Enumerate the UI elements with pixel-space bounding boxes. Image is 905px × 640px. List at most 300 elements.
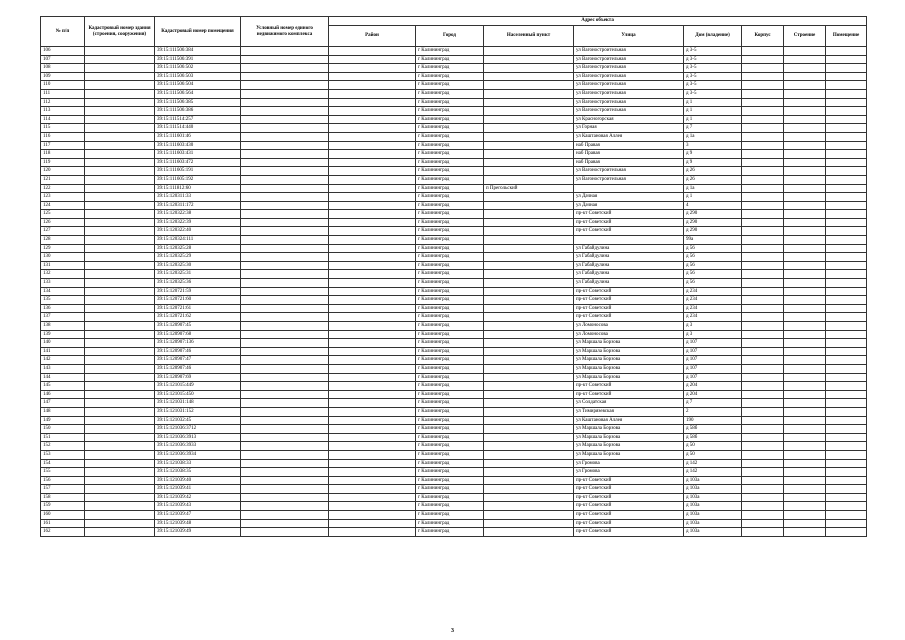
cell-house: д 234 — [684, 313, 742, 322]
cell-district — [329, 459, 416, 468]
cell-conditional-number — [241, 89, 329, 98]
cell-stroenie — [784, 416, 826, 425]
cell-district — [329, 382, 416, 391]
cell-korpus — [742, 511, 784, 520]
cell-stroenie — [784, 399, 826, 408]
cell-num: 132 — [41, 270, 85, 279]
table-row — [41, 330, 867, 339]
cell-city: г Калининград — [416, 296, 484, 305]
cell-cadastral-building — [85, 373, 155, 382]
cell-settlement — [484, 210, 574, 219]
cell-district — [329, 124, 416, 133]
cell-num: 114 — [41, 115, 85, 124]
cell-korpus — [742, 390, 784, 399]
cell-house: д 9 — [684, 150, 742, 159]
cell-district — [329, 502, 416, 511]
cell-cadastral-premises: 39:15:111514:440 — [155, 124, 241, 133]
cell-num: 128 — [41, 236, 85, 245]
cell-stroenie — [784, 425, 826, 434]
header-stroenie: Строение — [784, 26, 826, 47]
cell-district — [329, 210, 416, 219]
cell-conditional-number — [241, 322, 329, 331]
cell-house: д 103а — [684, 519, 742, 528]
cell-cadastral-premises: 39:15:120721:61 — [155, 304, 241, 313]
cell-district — [329, 244, 416, 253]
cell-num: 137 — [41, 313, 85, 322]
cell-num: 141 — [41, 347, 85, 356]
cell-cadastral-building — [85, 253, 155, 262]
table-row — [41, 270, 867, 279]
cell-cadastral-premises: 39:15:111506:385 — [155, 98, 241, 107]
cell-settlement — [484, 399, 574, 408]
cell-street: ул Маршала Борзова — [574, 364, 684, 373]
cell-street: ул Ломоносова — [574, 322, 684, 331]
cell-conditional-number — [241, 528, 329, 537]
cell-pomeshchenie — [826, 356, 867, 365]
cell-street: ул Вагоностроительная — [574, 64, 684, 73]
cell-settlement — [484, 193, 574, 202]
cell-house: д 107 — [684, 347, 742, 356]
cell-district — [329, 511, 416, 520]
cell-num: 145 — [41, 382, 85, 391]
cell-house: д 7 — [684, 399, 742, 408]
cell-house: д 234 — [684, 304, 742, 313]
cell-district — [329, 468, 416, 477]
cell-house: д 234 — [684, 287, 742, 296]
cell-conditional-number — [241, 468, 329, 477]
cell-city: г Калининград — [416, 115, 484, 124]
cell-settlement — [484, 347, 574, 356]
cell-street: пр-кт Советский — [574, 210, 684, 219]
cell-street: ул Тимирязевская — [574, 407, 684, 416]
cell-num: 138 — [41, 322, 85, 331]
cell-city: г Калининград — [416, 55, 484, 64]
cell-pomeshchenie — [826, 450, 867, 459]
cell-house: д 50 — [684, 450, 742, 459]
cell-street: пр-кт Советский — [574, 227, 684, 236]
table-row — [41, 218, 867, 227]
cell-korpus — [742, 244, 784, 253]
cell-city: г Калининград — [416, 356, 484, 365]
cell-city: г Калининград — [416, 433, 484, 442]
header-pomeshchenie: Помещение — [826, 26, 867, 47]
cell-city: г Калининград — [416, 511, 484, 520]
cell-korpus — [742, 184, 784, 193]
cell-stroenie — [784, 201, 826, 210]
cell-settlement — [484, 433, 574, 442]
cell-cadastral-building — [85, 158, 155, 167]
cell-korpus — [742, 236, 784, 245]
cell-conditional-number — [241, 416, 329, 425]
cell-cadastral-building — [85, 399, 155, 408]
cell-num: 142 — [41, 356, 85, 365]
cell-cadastral-premises: 39:15:120721:60 — [155, 296, 241, 305]
cell-district — [329, 141, 416, 150]
cell-street: пр-кт Советский — [574, 390, 684, 399]
cell-conditional-number — [241, 313, 329, 322]
table-row — [41, 450, 867, 459]
cell-district — [329, 390, 416, 399]
cell-settlement — [484, 442, 574, 451]
cell-city: г Калининград — [416, 98, 484, 107]
header-korpus: Корпус — [742, 26, 784, 47]
header-num: № п/п — [41, 17, 85, 47]
cell-cadastral-premises: 39:15:111514:257 — [155, 115, 241, 124]
cell-house: д 290 — [684, 210, 742, 219]
cell-cadastral-building — [85, 339, 155, 348]
cell-num: 134 — [41, 287, 85, 296]
table-row — [41, 442, 867, 451]
cell-korpus — [742, 364, 784, 373]
cell-stroenie — [784, 89, 826, 98]
cell-pomeshchenie — [826, 158, 867, 167]
cell-settlement — [484, 382, 574, 391]
cell-conditional-number — [241, 433, 329, 442]
cell-cadastral-premises: 39:15:120907:47 — [155, 356, 241, 365]
cell-pomeshchenie — [826, 425, 867, 434]
cell-cadastral-building — [85, 193, 155, 202]
cell-korpus — [742, 193, 784, 202]
cell-cadastral-building — [85, 382, 155, 391]
cell-cadastral-building — [85, 322, 155, 331]
cell-district — [329, 296, 416, 305]
cell-conditional-number — [241, 287, 329, 296]
cell-num: 117 — [41, 141, 85, 150]
cell-street — [574, 236, 684, 245]
cell-pomeshchenie — [826, 167, 867, 176]
cell-street: ул Вагоностроительная — [574, 98, 684, 107]
cell-cadastral-building — [85, 261, 155, 270]
cell-pomeshchenie — [826, 253, 867, 262]
cell-stroenie — [784, 433, 826, 442]
cell-city: г Калининград — [416, 244, 484, 253]
cell-city: г Калининград — [416, 425, 484, 434]
cell-stroenie — [784, 261, 826, 270]
cell-settlement — [484, 227, 574, 236]
cell-district — [329, 270, 416, 279]
cell-korpus — [742, 175, 784, 184]
cell-conditional-number — [241, 459, 329, 468]
cell-pomeshchenie — [826, 287, 867, 296]
cell-korpus — [742, 81, 784, 90]
table-row — [41, 107, 867, 116]
cell-cadastral-premises: 39:15:111603:472 — [155, 158, 241, 167]
cell-street: ул Горная — [574, 124, 684, 133]
cell-korpus — [742, 201, 784, 210]
page-number: 3 — [451, 628, 454, 634]
cell-conditional-number — [241, 270, 329, 279]
cell-pomeshchenie — [826, 511, 867, 520]
cell-cadastral-premises: 39:15:111601:46 — [155, 132, 241, 141]
cell-pomeshchenie — [826, 270, 867, 279]
cell-house: д 1а — [684, 184, 742, 193]
cell-conditional-number — [241, 193, 329, 202]
cell-house: д 234 — [684, 296, 742, 305]
cell-house: д 142 — [684, 468, 742, 477]
cell-settlement — [484, 72, 574, 81]
cell-city: г Калининград — [416, 201, 484, 210]
cell-pomeshchenie — [826, 459, 867, 468]
cell-settlement — [484, 287, 574, 296]
cell-num: 150 — [41, 425, 85, 434]
cell-num: 155 — [41, 468, 85, 477]
cell-cadastral-premises: 39:15:120907:69 — [155, 373, 241, 382]
cell-settlement — [484, 244, 574, 253]
table-row — [41, 390, 867, 399]
cell-house: д 3-5 — [684, 81, 742, 90]
cell-district — [329, 72, 416, 81]
cell-district — [329, 425, 416, 434]
cell-conditional-number — [241, 210, 329, 219]
cell-city: г Калининград — [416, 158, 484, 167]
cell-house: д 103а — [684, 528, 742, 537]
table-row — [41, 287, 867, 296]
cell-settlement — [484, 296, 574, 305]
cell-stroenie — [784, 287, 826, 296]
cell-pomeshchenie — [826, 407, 867, 416]
cell-stroenie — [784, 313, 826, 322]
cell-street: пр-кт Советский — [574, 382, 684, 391]
cell-pomeshchenie — [826, 304, 867, 313]
cell-stroenie — [784, 98, 826, 107]
cell-stroenie — [784, 330, 826, 339]
cell-street: ул Красногорская — [574, 115, 684, 124]
cell-stroenie — [784, 442, 826, 451]
cell-korpus — [742, 373, 784, 382]
cell-cadastral-premises: 39:15:120907:68 — [155, 330, 241, 339]
cell-stroenie — [784, 468, 826, 477]
cell-cadastral-building — [85, 330, 155, 339]
cell-cadastral-building — [85, 218, 155, 227]
cell-cadastral-building — [85, 416, 155, 425]
cell-stroenie — [784, 218, 826, 227]
cell-house: д 107 — [684, 339, 742, 348]
cell-settlement — [484, 201, 574, 210]
cell-house: д 1 — [684, 193, 742, 202]
table-row — [41, 158, 867, 167]
cell-cadastral-premises: 39:15:111605:192 — [155, 175, 241, 184]
cell-settlement — [484, 261, 574, 270]
cell-pomeshchenie — [826, 322, 867, 331]
cell-settlement — [484, 64, 574, 73]
table-row — [41, 356, 867, 365]
cell-city: г Калининград — [416, 493, 484, 502]
cell-korpus — [742, 253, 784, 262]
cell-conditional-number — [241, 390, 329, 399]
table-row — [41, 184, 867, 193]
cell-district — [329, 227, 416, 236]
cell-conditional-number — [241, 330, 329, 339]
cell-city: г Калининград — [416, 193, 484, 202]
cell-korpus — [742, 502, 784, 511]
cell-stroenie — [784, 476, 826, 485]
table-row — [41, 407, 867, 416]
cell-conditional-number — [241, 399, 329, 408]
cell-house: 99а — [684, 236, 742, 245]
cell-city: г Калининград — [416, 485, 484, 494]
cell-street: ул Маршала Борзова — [574, 425, 684, 434]
table-row — [41, 304, 867, 313]
cell-city: г Калининград — [416, 64, 484, 73]
cell-city: г Калининград — [416, 279, 484, 288]
cell-conditional-number — [241, 124, 329, 133]
cell-pomeshchenie — [826, 81, 867, 90]
cell-house: д 204 — [684, 390, 742, 399]
table-row — [41, 175, 867, 184]
cell-num: 149 — [41, 416, 85, 425]
table-row — [41, 373, 867, 382]
cell-street: ул Маршала Борзова — [574, 433, 684, 442]
cell-stroenie — [784, 210, 826, 219]
header-house: Дом (владение) — [684, 26, 742, 47]
cell-stroenie — [784, 244, 826, 253]
cell-street: ул Габайдулина — [574, 253, 684, 262]
cell-district — [329, 184, 416, 193]
cell-num: 147 — [41, 399, 85, 408]
cell-cadastral-building — [85, 468, 155, 477]
cell-house: д 3 — [684, 330, 742, 339]
cell-settlement — [484, 339, 574, 348]
cell-cadastral-building — [85, 55, 155, 64]
cell-city: г Калининград — [416, 175, 484, 184]
cell-city: г Калининград — [416, 304, 484, 313]
table-row — [41, 364, 867, 373]
cell-cadastral-premises: 39:15:121032:45 — [155, 416, 241, 425]
cell-stroenie — [784, 322, 826, 331]
cell-street: ул Громова — [574, 459, 684, 468]
cell-district — [329, 528, 416, 537]
cell-city: г Калининград — [416, 373, 484, 382]
cell-city: г Калининград — [416, 107, 484, 116]
table-row — [41, 201, 867, 210]
cell-house: д 204 — [684, 382, 742, 391]
cell-city: г Калининград — [416, 347, 484, 356]
cell-house: д 56 — [684, 270, 742, 279]
cell-num: 136 — [41, 304, 85, 313]
cell-cadastral-building — [85, 184, 155, 193]
cell-pomeshchenie — [826, 261, 867, 270]
cell-city: г Калининград — [416, 476, 484, 485]
cell-stroenie — [784, 511, 826, 520]
cell-korpus — [742, 493, 784, 502]
table-row — [41, 347, 867, 356]
table-row — [41, 253, 867, 262]
cell-cadastral-premises: 39:15:111605:191 — [155, 167, 241, 176]
cell-stroenie — [784, 184, 826, 193]
cell-district — [329, 304, 416, 313]
cell-district — [329, 485, 416, 494]
cell-num: 107 — [41, 55, 85, 64]
cell-cadastral-premises: 39:15:111506:386 — [155, 107, 241, 116]
cell-house: д 9 — [684, 158, 742, 167]
cell-pomeshchenie — [826, 382, 867, 391]
cell-pomeshchenie — [826, 390, 867, 399]
cell-cadastral-building — [85, 433, 155, 442]
table-row — [41, 98, 867, 107]
cell-cadastral-premises: 39:15:111506:503 — [155, 72, 241, 81]
cell-settlement — [484, 364, 574, 373]
cell-num: 133 — [41, 279, 85, 288]
table-row — [41, 64, 867, 73]
cell-num: 126 — [41, 218, 85, 227]
cell-pomeshchenie — [826, 98, 867, 107]
cell-pomeshchenie — [826, 528, 867, 537]
cell-korpus — [742, 330, 784, 339]
cell-settlement — [484, 141, 574, 150]
cell-settlement: п Прегольский — [484, 184, 574, 193]
cell-district — [329, 158, 416, 167]
cell-settlement — [484, 528, 574, 537]
cell-city: г Калининград — [416, 407, 484, 416]
cell-pomeshchenie — [826, 115, 867, 124]
cell-stroenie — [784, 347, 826, 356]
cell-house: д 7 — [684, 124, 742, 133]
cell-street: пр-кт Советский — [574, 218, 684, 227]
cell-pomeshchenie — [826, 55, 867, 64]
cell-house: д 103а — [684, 476, 742, 485]
cell-cadastral-premises: 39:15:111506:384 — [155, 47, 241, 56]
cell-cadastral-premises: 39:15:120907:136 — [155, 339, 241, 348]
cell-korpus — [742, 72, 784, 81]
cell-num: 159 — [41, 502, 85, 511]
cell-korpus — [742, 132, 784, 141]
cell-cadastral-premises: 39:15:120322:40 — [155, 227, 241, 236]
cell-stroenie — [784, 270, 826, 279]
cell-num: 112 — [41, 98, 85, 107]
cell-korpus — [742, 279, 784, 288]
cell-korpus — [742, 425, 784, 434]
table-row — [41, 244, 867, 253]
cell-korpus — [742, 158, 784, 167]
cell-cadastral-building — [85, 72, 155, 81]
cell-pomeshchenie — [826, 476, 867, 485]
table-row — [41, 425, 867, 434]
cell-pomeshchenie — [826, 64, 867, 73]
cell-settlement — [484, 468, 574, 477]
cell-street: пр-кт Советский — [574, 511, 684, 520]
cell-stroenie — [784, 158, 826, 167]
cell-stroenie — [784, 364, 826, 373]
table-row — [41, 511, 867, 520]
cell-district — [329, 115, 416, 124]
cell-settlement — [484, 304, 574, 313]
cell-city: г Калининград — [416, 528, 484, 537]
cell-district — [329, 150, 416, 159]
cell-stroenie — [784, 373, 826, 382]
cell-cadastral-building — [85, 89, 155, 98]
cell-cadastral-premises: 39:15:111506:564 — [155, 89, 241, 98]
cell-cadastral-building — [85, 459, 155, 468]
cell-cadastral-building — [85, 476, 155, 485]
cell-cadastral-building — [85, 244, 155, 253]
cell-street: ул Каштановая Аллея — [574, 132, 684, 141]
cell-cadastral-building — [85, 304, 155, 313]
cell-korpus — [742, 89, 784, 98]
cell-city: г Калининград — [416, 459, 484, 468]
cell-cadastral-building — [85, 98, 155, 107]
cell-pomeshchenie — [826, 373, 867, 382]
cell-conditional-number — [241, 107, 329, 116]
cell-stroenie — [784, 175, 826, 184]
cell-house: д 3-5 — [684, 89, 742, 98]
cell-city: г Калининград — [416, 442, 484, 451]
cell-num: 146 — [41, 390, 85, 399]
cell-city: г Калининград — [416, 218, 484, 227]
cell-cadastral-building — [85, 167, 155, 176]
cell-city: г Калининград — [416, 210, 484, 219]
cell-settlement — [484, 511, 574, 520]
cell-cadastral-building — [85, 356, 155, 365]
